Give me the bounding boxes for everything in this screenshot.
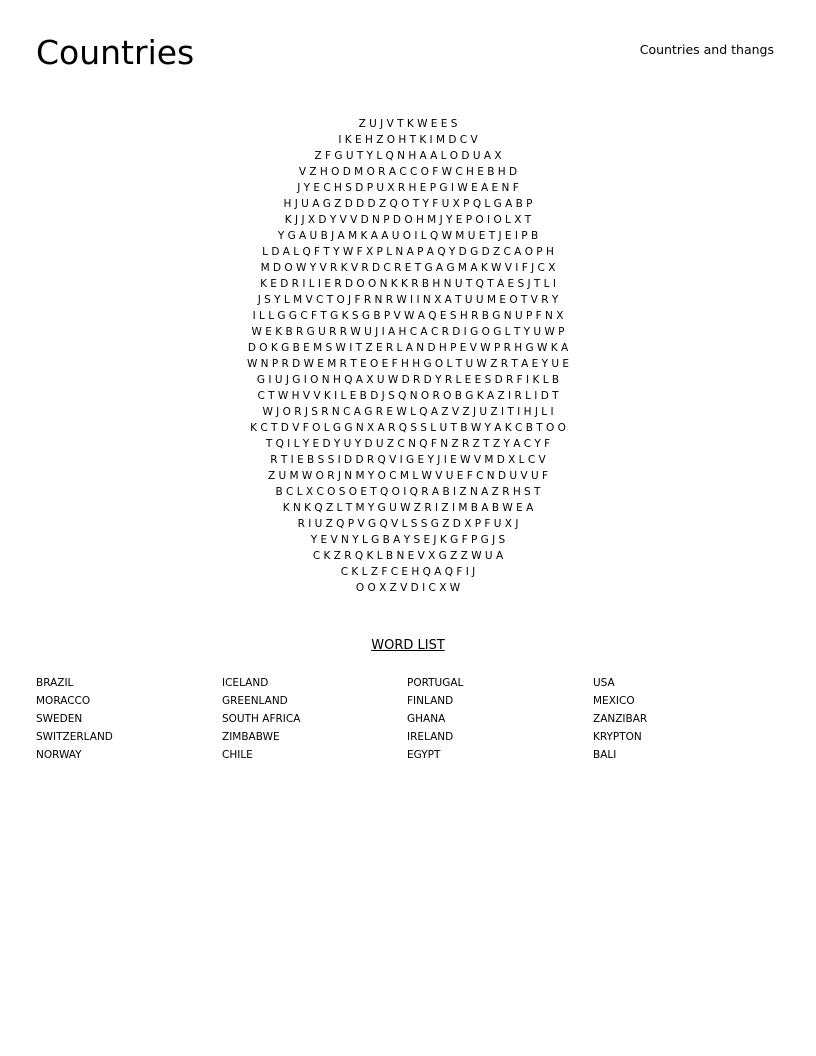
word-list-item: SWITZERLAND xyxy=(36,731,113,743)
word-list-item: ZIMBABWE xyxy=(222,731,280,743)
grid-row: K J J X D Y V V D N P D O H M J Y E P O I O L X T xyxy=(284,214,532,226)
grid-row: K N K Q Z L T M Y G U W Z R I Z I M B A B W E A xyxy=(282,502,534,514)
grid-row: T Q I L Y E D Y U Y D U Z C N Q F N Z R Z T Z Y A C Y F xyxy=(265,438,551,450)
word-list-item: ICELAND xyxy=(222,677,269,689)
page-subtitle: Countries and thangs xyxy=(639,42,774,57)
word-list-item: BRAZIL xyxy=(36,677,74,689)
word-list-item: FINLAND xyxy=(407,695,454,707)
grid-row: B C L X C O S O E T Q O I Q R A B I Z N A Z R H S T xyxy=(275,486,541,498)
grid-row: J S Y L M V C T O J F R N R W I I N X A T U U M E O T V R Y xyxy=(257,294,559,306)
word-list-column xyxy=(36,674,216,764)
page-title: Countries xyxy=(36,33,195,72)
grid-row: W N P R D W E M R T E O E F H H G O L T U W Z R T A E Y U E xyxy=(246,358,570,370)
grid-row: K C T D V F O L G G N X A R Q S S L U T B W Y A K C B T O O xyxy=(250,422,566,434)
word-list-item: SOUTH AFRICA xyxy=(222,713,301,725)
word-list-item: PORTUGAL xyxy=(407,677,464,689)
grid-row: Z U J V T K W E E S xyxy=(358,118,458,130)
grid-row: Y E V N Y L G B A Y S E J K G F P G J S xyxy=(310,534,506,546)
word-list-column xyxy=(593,674,773,764)
grid-row: W E K B R G U R R W U J I A H C A C R D I G O G L T Y U W P xyxy=(251,326,565,338)
grid-row: O O X Z V D I C X W xyxy=(355,582,461,594)
word-list-item: GREENLAND xyxy=(222,695,288,707)
word-list-item: BALI xyxy=(593,749,617,761)
grid-row: C T W H V V K I L E B D J S Q N O R O B G K A Z I R L I D T xyxy=(257,390,559,402)
word-list-item: ZANZIBAR xyxy=(593,713,648,725)
word-list-item: MEXICO xyxy=(593,695,635,707)
word-search-grid xyxy=(0,116,816,596)
word-list-item: MORACCO xyxy=(36,695,91,707)
grid-row: V Z H O D M O R A C C O F W C H E B H D xyxy=(298,166,518,178)
grid-row: D O K G B E M S W I T Z E R L A N D H P E V W P R H G W K A xyxy=(247,342,569,354)
word-list-item: USA xyxy=(593,677,615,689)
grid-row: I K E H Z O H T K I M D C V xyxy=(338,134,478,146)
grid-row: K E D R I L I E R D O O N K K R B H N U T Q T A E S J T L I xyxy=(260,278,556,290)
grid-row: Z F G U T Y L Q N H A A L O D U A X xyxy=(314,150,502,162)
word-list-column xyxy=(222,674,402,764)
word-list-item: EGYPT xyxy=(407,749,441,761)
grid-row: Z U M W O R J N M Y O C M L W V U E F C N D U V U F xyxy=(267,470,549,482)
grid-row: M D O W Y V R K V R D C R E T G A G M A K W V I F J C X xyxy=(260,262,556,274)
word-list-item: KRYPTON xyxy=(593,731,642,743)
word-list-item: SWEDEN xyxy=(36,713,83,725)
grid-row: L D A L Q F T Y W F X P L N A P A Q Y D G D Z C A O P H xyxy=(262,246,554,258)
grid-row: R T I E B S S I D D R Q V I G E Y J I E W V M D X L C V xyxy=(270,454,546,466)
grid-row: C K L Z F C E H Q A Q F I J xyxy=(340,566,476,578)
grid-row: Y G A U B J A M K A A U O I L Q W M U E T J E I P B xyxy=(277,230,539,242)
word-list-title: WORD LIST xyxy=(371,638,445,653)
grid-row: G I U J G I O N H Q A X U W D R D Y R L E E S D R F I K L B xyxy=(256,374,560,386)
word-list-column xyxy=(407,674,587,764)
grid-row: W J O R J S R N C A G R E W L Q A Z V Z J U Z I T I H J L I xyxy=(262,406,554,418)
grid-row: H J U A G Z D D D Z Q O T Y F U X P Q L G A B P xyxy=(283,198,533,210)
grid-row: C K Z R Q K L B N E V X G Z Z W U A xyxy=(312,550,504,562)
grid-row: J Y E C H S D P U X R H E P G I W E A E N F xyxy=(297,182,519,194)
word-list-item: IRELAND xyxy=(407,731,454,743)
word-list-item: NORWAY xyxy=(36,749,82,761)
grid-row: I L L G G C F T G K S G B P V W A Q E S H R B G N U P F N X xyxy=(252,310,564,322)
grid-row: R I U Z Q P V G Q V L S S G Z D X P F U X J xyxy=(297,518,519,530)
word-list-item: GHANA xyxy=(407,713,446,725)
word-list-item: CHILE xyxy=(222,749,253,761)
